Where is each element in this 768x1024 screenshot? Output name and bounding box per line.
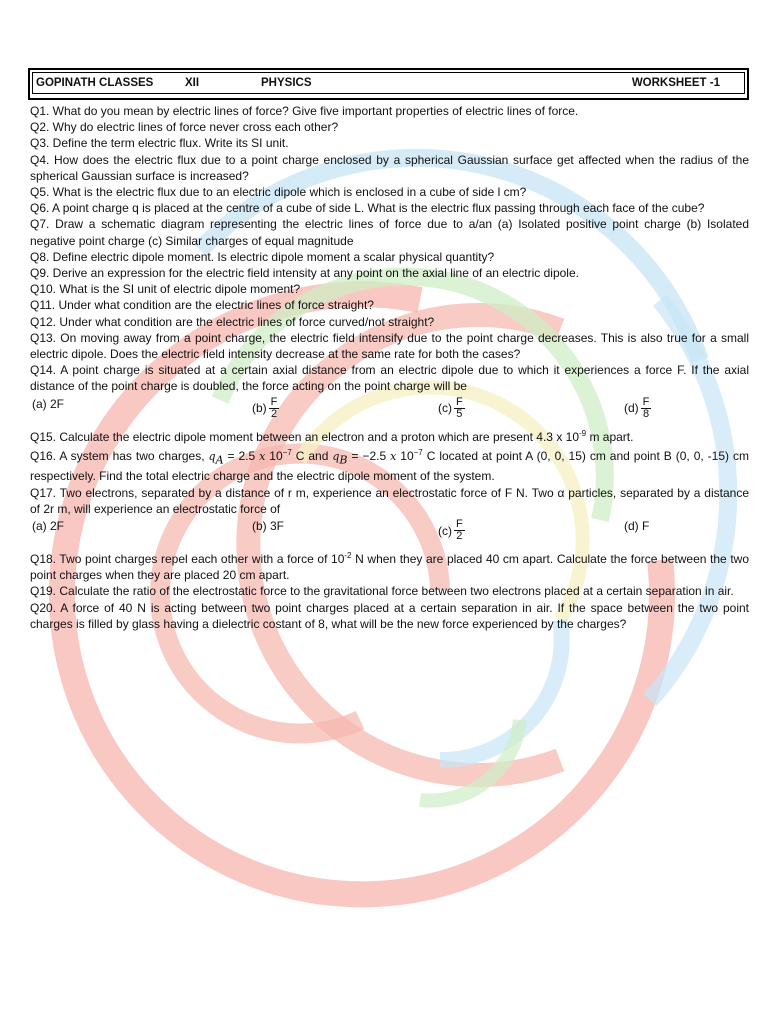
option-a: (a) 2F <box>32 519 65 534</box>
question-1: Q1. What do you mean by electric lines of force? Give five important properties of electric lines of force. <box>30 104 579 118</box>
question-18: Q18. Two point charges repel each other with a force of $10^{-2}$ N when they are placed 40 cm apart. Calculate the force between the two point charges when they are placed 20 cm apart. <box>30 551 750 583</box>
institute-name: GOPINATH CLASSES <box>36 77 154 89</box>
question-8: Q8. Define electric dipole moment. Is electric dipole moment a scalar physical quantity? <box>30 249 495 264</box>
question-12: Q12. Under what condition are the electric lines of force curved/not straight? <box>30 314 435 329</box>
question-6: Q6. A point charge q is placed at the centre of a cube of side L. What is the electric flux passing through each face of the cube? <box>30 201 705 216</box>
question-19: Q19. Calculate the ratio of the electrostatic force to the gravitational force between two electrons placed at a certain separation in air. <box>30 584 734 599</box>
question-list <box>28 103 749 632</box>
question-7: Q7. Draw a schematic diagram representing the electric lines of force due to a/an (a) Isolated positive point charge (b) Isolated negative point charge (c) Similar charges of equal magnitude <box>30 217 749 248</box>
question-5: Q5. What is the electric flux due to an electric dipole which is enclosed in a cube of side l cm? <box>30 185 527 200</box>
question-9: Q9. Derive an expression for the electric field intensity at any point on the axial line of an electric dipole. <box>30 266 579 281</box>
fraction-f-over-5: $\frac{F}{5}$ <box>456 395 463 420</box>
options-q14 <box>30 395 749 426</box>
question-15: Q15. Calculate the electric dipole moment between an electron and a proton which are present 4.3 x $10^{-9}$ m apart. <box>30 428 634 444</box>
fraction-f-over-8: $\frac{F}{8}$ <box>642 395 650 420</box>
question-10: Q10. What is the SI unit of electric dipole moment? <box>30 282 301 297</box>
option-c: (c) $\frac{F}{2}$ <box>438 518 463 543</box>
question-11: Q11. Under what condition are the electric lines of force straight? <box>30 298 374 313</box>
question-17: Q17. Two electrons, separated by a distance of r m, experience an electrostatic force of F N. Two α particles, separated by a distance of 2r m, will experience an electrostatic force of <box>30 485 749 516</box>
options-q17 <box>30 517 749 548</box>
question-2: Q2. Why do electric lines of force never cross each other? <box>30 120 339 135</box>
question-13: Q13. On moving away from a point charge, the electric field intensify due to the point charge decreases. This is also true for a small electric dipole. Does the electric field intensity decrease at the same rate for both the cases? <box>30 330 749 362</box>
question-16: Q16. A system has two charges, $q_A = 2.5$ x $10^{-7}$ C and $q_B = -2.5$ x $10^{-7}$ C located at point A (0, 0, 15) cm and point B (0, 0, -15) cm respectively. Find the total electric charge and the electric dipole moment of the system. <box>30 447 749 484</box>
header-box <box>28 68 749 100</box>
worksheet-label: WORKSHEET -1 <box>631 77 720 89</box>
header-bar <box>32 72 745 94</box>
option-d: (d) $\frac{F}{8}$ <box>624 395 650 420</box>
option-b: (b) $\frac{F}{2}$ <box>252 395 278 420</box>
option-c: (c) $\frac{F}{5}$ <box>438 395 463 420</box>
fraction-f-over-2: $\frac{F}{2}$ <box>456 518 463 543</box>
option-b: (b) 3F <box>252 519 285 534</box>
question-4: Q4. How does the electric flux due to a point charge enclosed by a spherical Gaussian surface get affected when the radius of the spherical Gaussian surface is increased? <box>30 152 749 183</box>
question-20: Q20. A force of 40 N is acting between two point charges placed at a certain separation in air. If the space between the two point charges is filled by glass having a dielectric costant of 8, what will be the new force experienced by the charges? <box>30 600 749 631</box>
option-a: (a) 2F <box>32 396 65 411</box>
question-14: Q14. A point charge is situated at a certain axial distance from an electric dipole due to which it experiences a force F. If the axial distance of the point charge is doubled, the force acting on the point charge will be <box>30 363 749 394</box>
option-d: (d) F <box>624 519 650 534</box>
class-label: XII <box>185 77 200 89</box>
fraction-f-over-2: $\frac{F}{2}$ <box>270 395 278 420</box>
worksheet-page <box>28 68 749 632</box>
subject-label: PHYSICS <box>261 77 312 89</box>
question-3: Q3. Define the term electric flux. Write its SI unit. <box>30 136 289 151</box>
